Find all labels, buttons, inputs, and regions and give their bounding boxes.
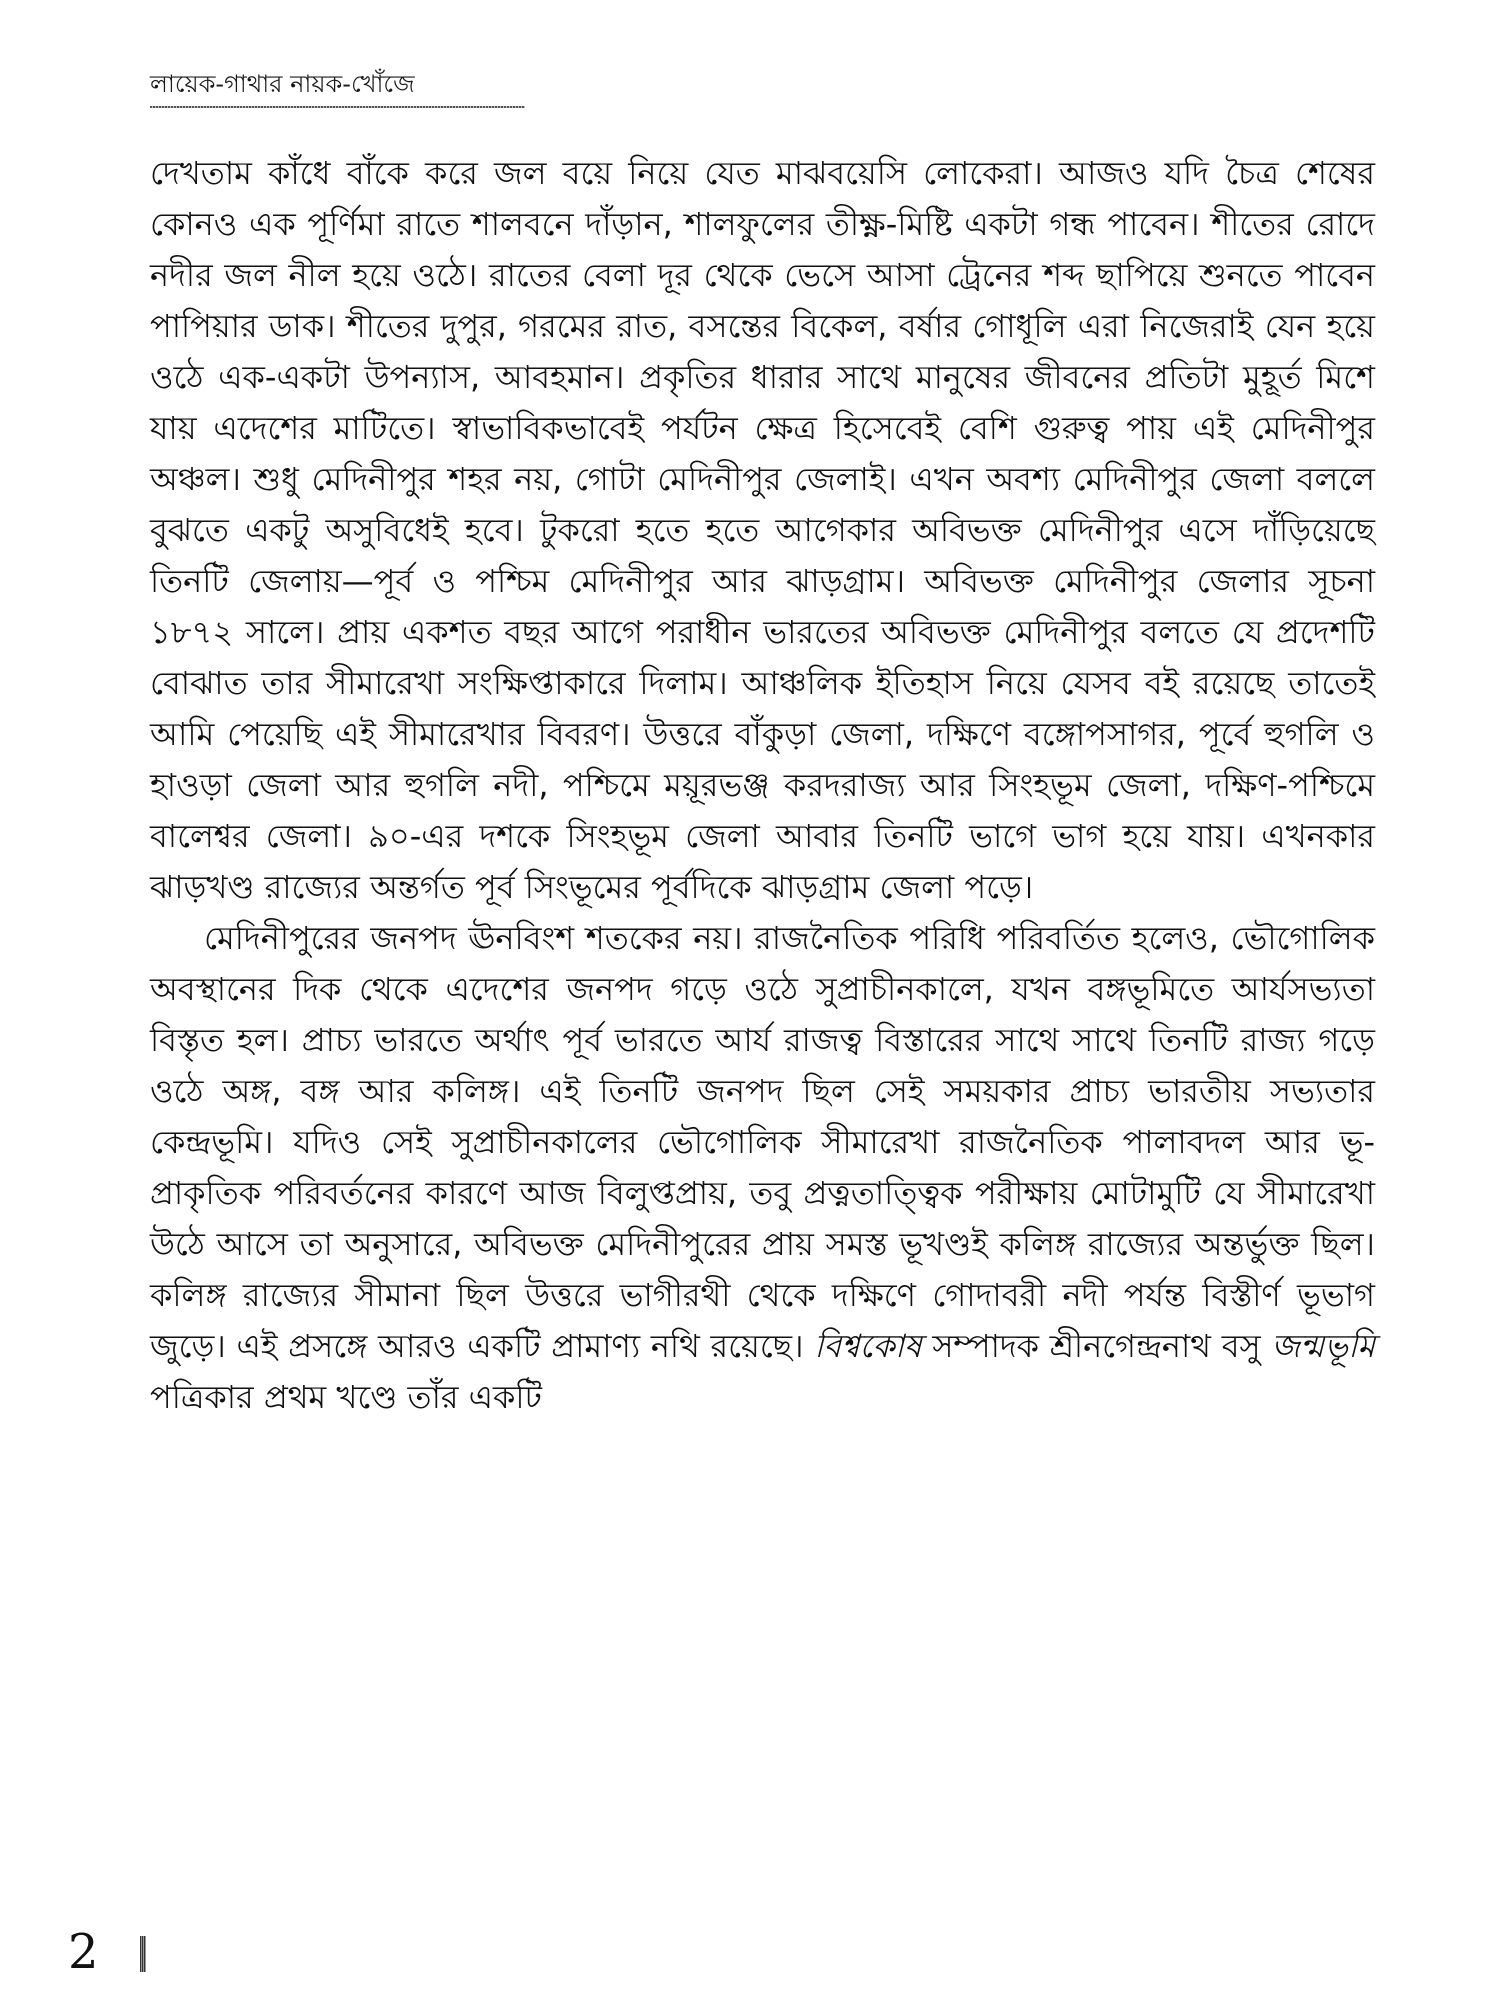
- paragraph-2-end: পত্রিকার প্রথম খণ্ডে তাঁর একটি: [150, 1378, 542, 1416]
- header-rule: [150, 106, 525, 108]
- italic-title-janmabhumi: জন্মভূমি: [1271, 1327, 1376, 1365]
- paragraph-2: [150, 913, 1375, 1423]
- paragraph-2-mid: সম্পাদক শ্রীনগেন্দ্রনাথ বসু: [932, 1327, 1261, 1365]
- body-text: [150, 148, 1375, 1423]
- page-number: 2: [68, 1924, 99, 1980]
- italic-title-bishwakosh: বিশ্বকোষ: [814, 1327, 922, 1365]
- page-number-bar: [140, 1936, 146, 1972]
- running-header: লায়েক-গাথার নায়ক-খোঁজে: [150, 70, 415, 98]
- paragraph-2-main: মেদিনীপুরের জনপদ ঊনবিংশ শতকের নয়। রাজনৈতিক পরিধি পরিবর্তিত হলেও, ভৌগোলিক অবস্থানের দিক থেকে এদেশের জনপদ গড়ে ওঠে সুপ্রাচীনকালে, যখন বঙ্গভূমিতে আর্যসভ্যতা বিস্তৃত হল। প্রাচ্য ভারতে অর্থাৎ পূর্ব ভারতে আর্য রাজত্ব বিস্তারের সাথে সাথে তিনটি রাজ্য গড়ে ওঠে অঙ্গ, বঙ্গ আর কলিঙ্গ। এই তিনটি জনপদ ছিল সেই সময়কার প্রাচ্য ভারতীয় সভ্যতার কেন্দ্রভূমি। যদিও সেই সুপ্রাচীনকালের ভৌগোলিক সীমারেখা রাজনৈতিক পালাবদল আর ভূ-প্রাকৃতিক পরিবর্তনের কারণে আজ বিলুপ্তপ্রায়, তবু প্রত্নতাত্ত্বিক পরীক্ষায় মোটামুটি যে সীমারেখা উঠে আসে তা অনুসারে, অবিভক্ত মেদিনীপুরের প্রায় সমস্ত ভূখণ্ডই কলিঙ্গ রাজ্যের অন্তর্ভুক্ত ছিল। কলিঙ্গ রাজ্যের সীমানা ছিল উত্তরে ভাগীরথী থেকে দক্ষিণে গোদাবরী নদী পর্যন্ত বিস্তীর্ণ ভূভাগ জুড়ে। এই প্রসঙ্গে আরও একটি প্রামাণ্য নথি রয়েছে।: [150, 919, 1375, 1365]
- paragraph-1: দেখতাম কাঁধে বাঁকে করে জল বয়ে নিয়ে যেত মাঝবয়েসি লোকেরা। আজও যদি চৈত্র শেষের কোনও এক পূর্ণিমা রাতে শালবনে দাঁড়ান, শালফুলের তীক্ষ্ণ-মিষ্টি একটা গন্ধ পাবেন। শীতের রোদে নদীর জল নীল হয়ে ওঠে। রাতের বেলা দূর থেকে ভেসে আসা ট্রেনের শব্দ ছাপিয়ে শুনতে পাবেন পাপিয়ার ডাক। শীতের দুপুর, গরমের রাত, বসন্তের বিকেল, বর্ষার গোধূলি এরা নিজেরাই যেন হয়ে ওঠে এক-একটা উপন্যাস, আবহমান। প্রকৃতির ধারার সাথে মানুষের জীবনের প্রতিটা মুহূর্ত মিশে যায় এদেশের মাটিতে। স্বাভাবিকভাবেই পর্যটন ক্ষেত্র হিসেবেই বেশি গুরুত্ব পায় এই মেদিনীপুর অঞ্চল। শুধু মেদিনীপুর শহর নয়, গোটা মেদিনীপুর জেলাই। এখন অবশ্য মেদিনীপুর জেলা বললে বুঝতে একটু অসুবিধেই হবে। টুকরো হতে হতে আগেকার অবিভক্ত মেদিনীপুর এসে দাঁড়িয়েছে তিনটি জেলায়—পূর্ব ও পশ্চিম মেদিনীপুর আর ঝাড়গ্রাম। অবিভক্ত মেদিনীপুর জেলার সূচনা ১৮৭২ সালে। প্রায় একশত বছর আগে পরাধীন ভারতের অবিভক্ত মেদিনীপুর বলতে যে প্রদেশটি বোঝাত তার সীমারেখা সংক্ষিপ্তাকারে দিলাম। আঞ্চলিক ইতিহাস নিয়ে যেসব বই রয়েছে তাতেই আমি পেয়েছি এই সীমারেখার বিবরণ। উত্তরে বাঁকুড়া জেলা, দক্ষিণে বঙ্গোপসাগর, পূর্বে হুগলি ও হাওড়া জেলা আর হুগলি নদী, পশ্চিমে ময়ূরভঞ্জ করদরাজ্য আর সিংহভূম জেলা, দক্ষিণ-পশ্চিমে বালেশ্বর জেলা। ৯০-এর দশকে সিংহভূম জেলা আবার তিনটি ভাগে ভাগ হয়ে যায়। এখনকার ঝাড়খণ্ড রাজ্যের অন্তর্গত পূর্ব সিংভূমের পূর্বদিকে ঝাড়গ্রাম জেলা পড়ে।: [150, 154, 1375, 906]
